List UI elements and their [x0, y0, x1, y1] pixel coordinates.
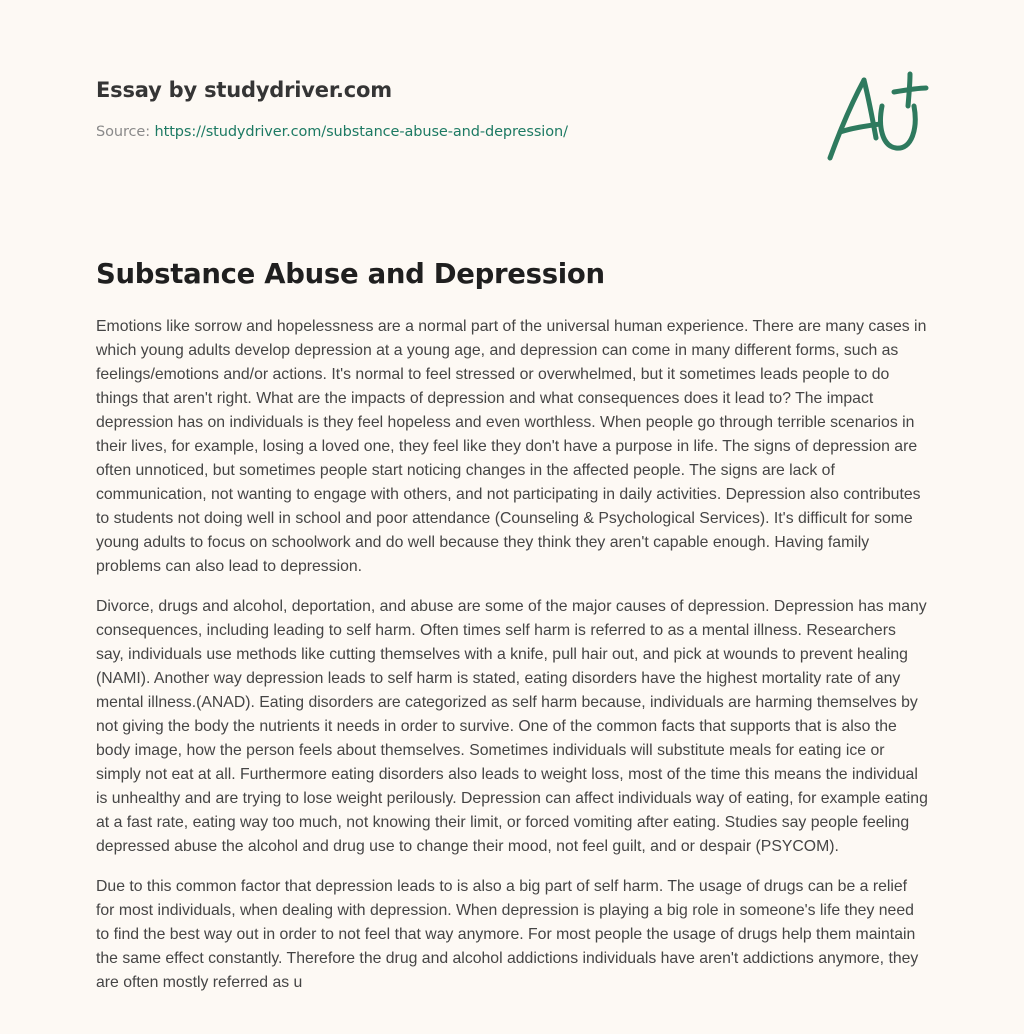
- source-link[interactable]: https://studydriver.com/substance-abuse-and-depression/: [154, 124, 568, 140]
- essay-body: [96, 315, 928, 1011]
- essay-paragraph-3: Due to this common factor that depression leads to is also a big part of self harm. The usage of drugs can be a relief for most individuals, when dealing with depression. When depression is playing a big role in someone's life they need to find the best way out in order to not feel that way anymore. For most people the usage of drugs help them maintain the same effect constantly. Therefore the drug and alcohol addictions individuals have aren't addictions anymore, they are often mostly referred as u: [96, 878, 919, 991]
- source-line: [96, 122, 796, 142]
- source-label: Source:: [96, 124, 150, 140]
- page-header: [96, 74, 796, 142]
- a-plus-grade-icon: [820, 66, 932, 166]
- site-title: Essay by studydriver.com: [96, 78, 392, 102]
- essay-paragraph-2: Divorce, drugs and alcohol, deportation, and abuse are some of the major causes of depression. Depression has many consequences, including leading to self harm. Often times self harm is referred to as a mental illness. Researchers say, individuals use methods like cutting themselves with a knife, pull hair out, and pick at wounds to prevent healing (NAMI). Another way depression leads to self harm is stated, eating disorders have the highest mortality rate of any mental illness.(ANAD). Eating disorders are categorized as self harm because, individuals are harming themselves by not giving the body the nutrients it needs in order to survive. One of the common facts that supports that is also the body image, how the person feels about themselves. Sometimes individuals will substitute meals for eating ice or simply not eat at all. Furthermore eating disorders also leads to weight loss, most of the time this means the individual is unhealthy and are trying to lose weight perilously. Depression can affect individuals way of eating, for example eating at a fast rate, eating way too much, not knowing their limit, or forced vomiting after eating. Studies say people feeling depressed abuse the alcohol and drug use to change their mood, not feel guilt, and or despair (PSYCOM).: [96, 598, 928, 855]
- essay-paragraph-1: Emotions like sorrow and hopelessness are a normal part of the universal human experience. There are many cases in which young adults develop depression at a young age, and depression can come in many different forms, such as feelings/emotions and/or actions. It's normal to feel stressed or overwhelmed, but it sometimes leads people to do things that aren't right. What are the impacts of depression and what consequences does it lead to? The impact depression has on individuals is they feel hopeless and even worthless. When people go through terrible scenarios in their lives, for example, losing a loved one, they feel like they don't have a purpose in life. The signs of depression are often unnoticed, but sometimes people start noticing changes in the affected people. The signs are lack of communication, not wanting to engage with others, and not participating in daily activities. Depression also contributes to students not doing well in school and poor attendance (Counseling & Psychological Services). It's difficult for some young adults to focus on schoolwork and do well because they think they aren't capable enough. Having family problems can also lead to depression.: [96, 318, 927, 575]
- essay-title: Substance Abuse and Depression: [96, 258, 605, 290]
